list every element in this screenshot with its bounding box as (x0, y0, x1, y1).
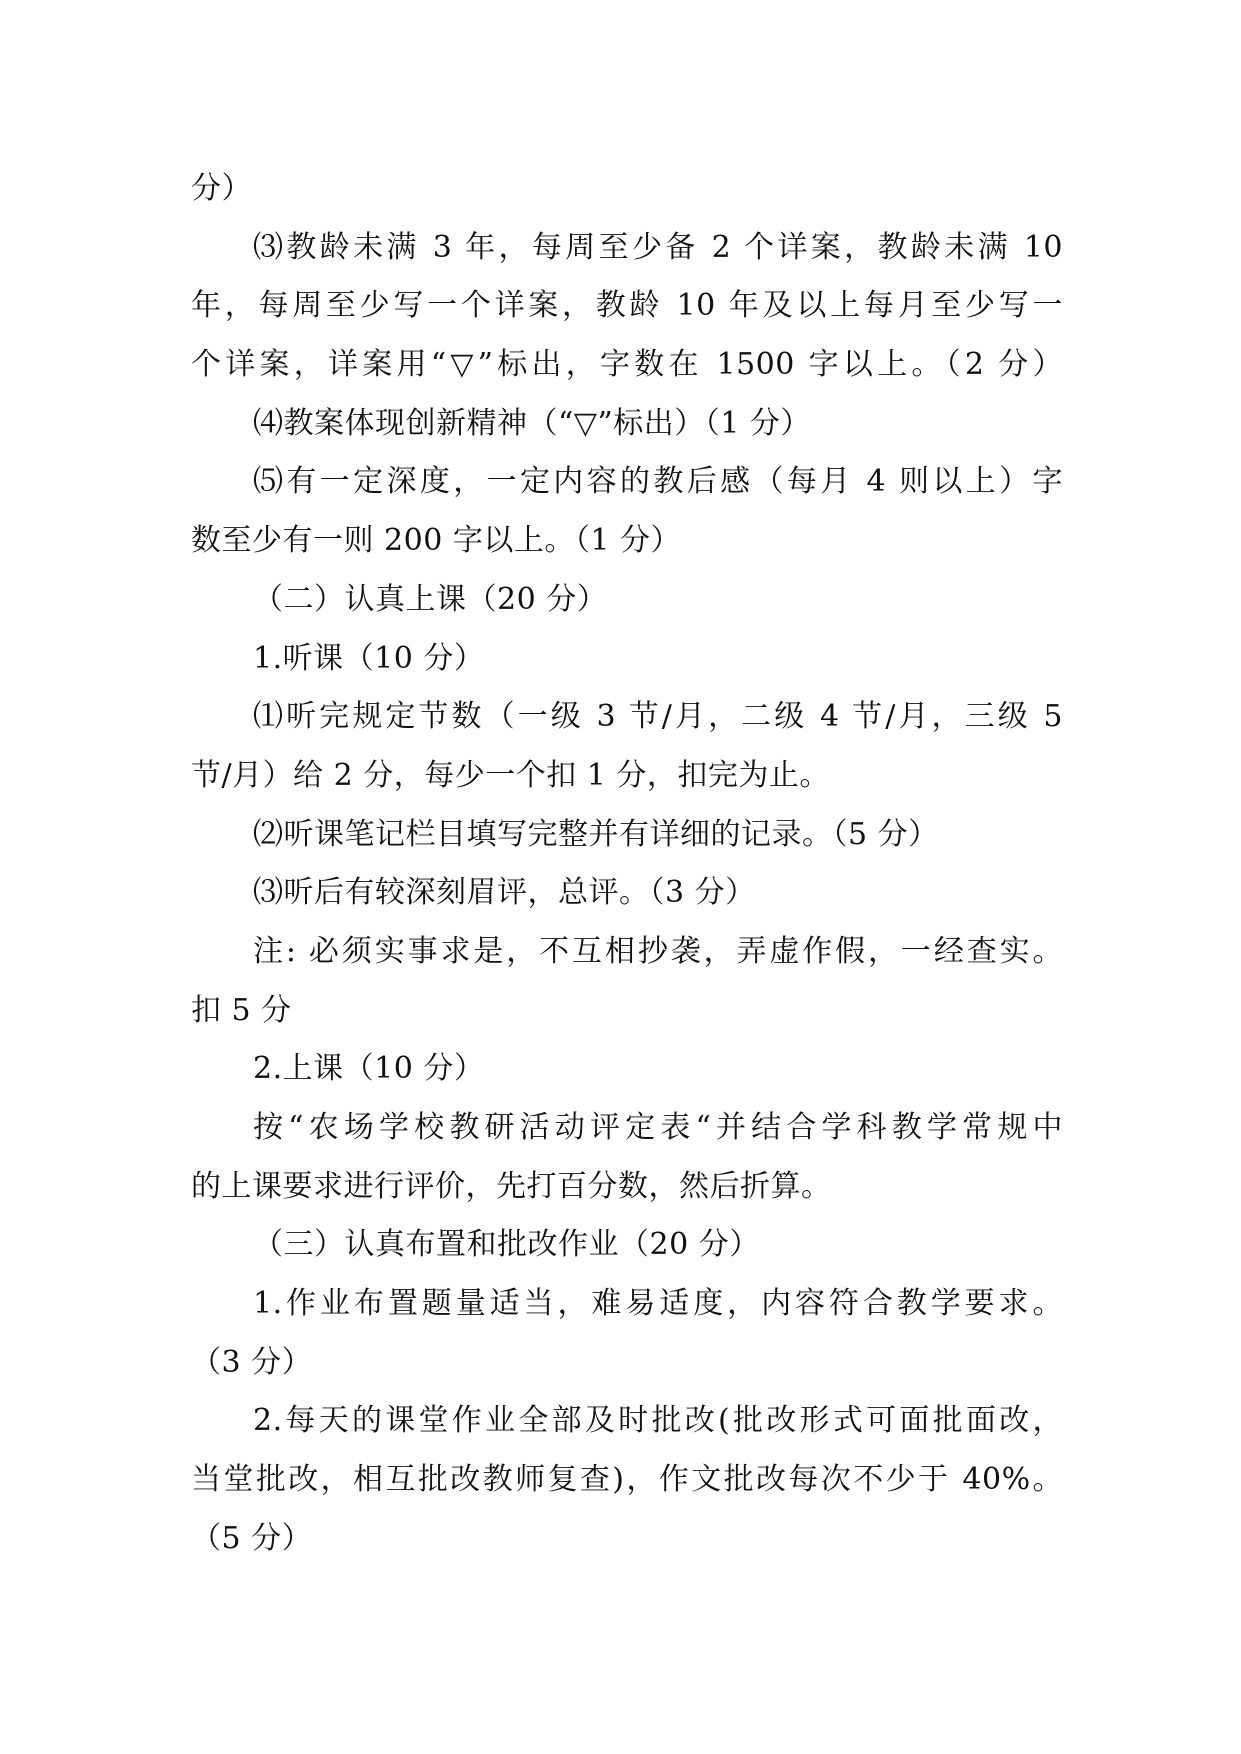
text-line: 1.作业布置题量适当，难易适度，内容符合教学要求。 (253, 1286, 1063, 1322)
text-line: ⑶教龄未满 3 年，每周至少备 2 个详案，教龄未满 10 (253, 229, 1063, 265)
text-line: ⑸有一定深度，一定内容的教后感（每月 4 则以上）字 (253, 464, 1063, 500)
text-line: （5 分） (191, 1520, 313, 1556)
section-heading: （三）认真布置和批改作业（20 分） (253, 1227, 760, 1263)
text-line: ⑴听完规定节数（一级 3 节/月，二级 4 节/月，三级 5 (253, 699, 1063, 735)
text-line: 年，每周至少写一个详案，教龄 10 年及以上每月至少写一 (191, 288, 1063, 324)
note-line: 扣 5 分 (191, 992, 292, 1028)
text-line: 数至少有一则 200 字以上。（1 分） (191, 523, 681, 559)
text-line: ⑶听后有较深刻眉评，总评。（3 分） (253, 875, 756, 911)
document-body (191, 160, 1063, 1569)
text-line: ⑵听课笔记栏目填写完整并有详细的记录。（5 分） (253, 816, 939, 852)
subsection-heading: 1.听课（10 分） (253, 640, 485, 676)
text-line: ⑷教案体现创新精神（“▽”标出）（1 分） (253, 405, 811, 441)
text-line: 个详案，详案用“▽”标出，字数在 1500 字以上。（2 分） (191, 347, 1063, 383)
note-line: 注: 必须实事求是，不互相抄袭，弄虚作假，一经查实。 (253, 933, 1063, 969)
text-line: （3 分） (191, 1344, 313, 1380)
text-line: 当堂批改，相互批改教师复查)，作文批改每次不少于 40%。 (191, 1462, 1063, 1498)
text-line: 节/月）给 2 分，每少一个扣 1 分，扣完为止。 (191, 757, 830, 793)
subsection-heading: 2.上课（10 分） (253, 1051, 485, 1087)
text-line: 按“农场学校教研活动评定表“并结合学科教学常规中 (253, 1110, 1063, 1145)
text-line: 的上课要求进行评价，先打百分数，然后折算。 (191, 1168, 832, 1204)
section-heading: （二）认真上课（20 分） (253, 581, 608, 617)
text-line: 2.每天的课堂作业全部及时批改(批改形式可面批面改， (253, 1403, 1063, 1439)
text-line: 分） (191, 171, 252, 206)
